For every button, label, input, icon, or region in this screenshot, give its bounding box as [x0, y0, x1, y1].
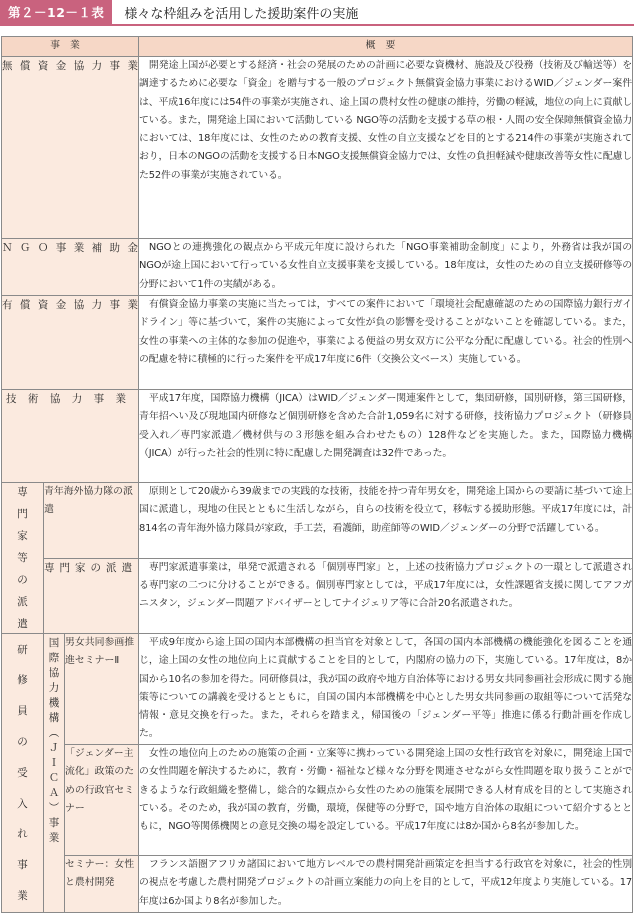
agency-label-jica: 国 際 協 力 機 構 ︵ Ｊ Ｉ Ｃ Ａ ︶ 事 業	[48, 637, 60, 844]
description-cell: 原則として20歳から39歳までの実践的な技術，技能を持つ青年男女を，開発途上国からの要請に基づいて途上国に派遣し，現地の住民とともに生活しながら，自らの技術を役立て，移転する援助形態。平成17年度には，計814名の青年海外協力隊員が家政，手工芸，看護師，助産師等のWID／ジェンダーの分野で活躍している。	[139, 483, 633, 559]
table-row	[2, 856, 633, 913]
category-label: 有 償 資 金 協 力 事 業	[2, 299, 138, 311]
description-cell: フランス語圏アフリカ諸国において地方レベルでの農村開発計画策定を担当する行政官を対象に，社会的性別の視点を考慮した農村開発プロジェクトの計画立案能力の向上を目的として，平成12年度より実施している。17年度は6か国より8名が参加した。	[139, 856, 633, 913]
category-cell	[2, 390, 139, 483]
assistance-projects-table	[1, 36, 633, 913]
group-label-trainee-acceptance: 研 修 員 の 受 入 れ 事 業	[17, 643, 28, 903]
description-cell: 平成9年度から途上国の国内本部機構の担当官を対象として，各国の国内本部機構の機能強化を図ることを通じ，途上国の女性の地位向上に貢献することを目的として，内閣府の協力の下，実施している。17年度は，8か国から10名の参加を得た。同研修員は，我が国の政府や地方自治体等における男女共同参画社会形成に関する施策等についての講義を受けるとともに，自国の国内本部機構を中心とした男女共同参画の取組等について活発な情報・意見交換を行った。また，それらを踏まえ，帰国後の「ジェンダー平等」推進に係る行動計画を作成した。	[139, 634, 633, 745]
category-cell	[44, 558, 139, 634]
description-cell: 有償資金協力事業の実施に当たっては，すべての案件において「環境社会配慮確認のための国際協力銀行ガイドライン」等に基づいて，案件の実施によって女性が負の影響を受けることがないことを確認している。また，女性の事業への主体的な参加の促進や，事業による便益の男女双方に公平な分配に配慮している。社会的性別への配慮を特に積極的に行った案件を平成17年度に6件（交換公文ベース）実施している。	[139, 296, 633, 390]
table-row	[2, 634, 633, 745]
header-summary: 概要	[139, 37, 633, 57]
table-row	[2, 745, 633, 856]
description-cell: 平成17年度，国際協力機構（JICA）はWID／ジェンダー関連案件として，集団研修，国別研修，第三国研修，青年招へい及び現地国内研修など個別研修を含めた合計1,059名に対する研修，技術協力プロジェクト（研修員受入れ／専門家派遣／機材供与の３形態を組み合わせたもの）128件などを実施した。また，国際協力機構（JICA）が行った社会的性別に特に配慮した開発調査は32件であった。	[139, 390, 633, 483]
category-cell: セミナー：女性と農村開発	[65, 856, 139, 913]
category-cell	[2, 296, 139, 390]
header-project: 事業	[2, 37, 139, 57]
table-row	[2, 57, 633, 239]
group-label-expert-dispatch: 専 門 家 等 の 派 遣	[17, 486, 28, 630]
description-cell: 専門家派遣事業は，単発で派遣される「個別専門家」と，上述の技術協力プロジェクトの一環として派遣される専門家の二つに分けることができる。個別専門家としては，平成17年度には，女性課題省支援に関してアフガニスタン，ジェンダー問題アドバイザーとしてナイジェリア等に合計20名派遣された。	[139, 558, 633, 634]
category-cell: 「ジェンダー主流化」政策のための行政官セミナー	[65, 745, 139, 856]
group-cell-trainee-acceptance	[2, 634, 44, 913]
agency-cell-jica	[44, 634, 65, 913]
table-title: 様々な枠組みを活用した援助案件の実施	[124, 6, 359, 22]
table-row	[2, 239, 633, 296]
category-cell	[2, 239, 139, 296]
description-cell: 開発途上国が必要とする経済・社会の発展のための計画に必要な資機材、施設及び役務（技術及び輸送等）を調達するために必要な「資金」を贈与する一般のプロジェクト無償資金協力事業におけるWID／ジェンダー案件は、平成16年度には54件の事業が実施され、途上国の農村女性の健康の維持，労働の軽減，地位の向上に貢献している。また，開発途上国において活動している NGO等の活動を支援する草の根・人間の安全保障無償資金協力においては、18年度には、女性のための教育支援、女性の自立支援などを目的とする214件の事業が実施されており，日本のNGOの活動を支援する日本NGO支援無償資金協力では、女性の負担軽減や健康改善等女性に配慮した52件の事業が実施されている。	[139, 57, 633, 239]
description-cell: 女性の地位向上のための施策の企画・立案等に携わっている開発途上国の女性行政官を対象に，開発途上国での女性問題を解決するために，教育・労働・福祉など様々な分野を関連させながら女性問題を取り扱うことができるような行政組織を整備し，総合的な観点から女性のための施策を展開できる人材育成を目的として実施されている。そのため，我が国の教育，労働，環境，保健等の分野で，国や地方自治体の取組について紹介するとともに，NGO等関係機関との意見交換の場を設定している。平成17年度には8か国から8名が参加した。	[139, 745, 633, 856]
category-label: 専 門 家 の 派 遣	[44, 561, 132, 574]
table-row	[2, 558, 633, 634]
table-row	[2, 483, 633, 559]
category-label: Ｎ Ｇ Ｏ 事 業 補 助 金	[2, 242, 138, 254]
category-cell	[2, 57, 139, 239]
category-label: 無 償 資 金 協 力 事 業	[2, 60, 138, 72]
table-row	[2, 390, 633, 483]
category-cell: 男女共同参画推進セミナーⅡ	[65, 634, 139, 745]
description-cell: NGOとの連携強化の観点から平成元年度に設けられた「NGO事業補助金制度」により，外務省は我が国のNGOが途上国において行っている女性自立支援事業を支援している。18年度は，女性のための自立支援研修等の分野において1件の実績がある。	[139, 239, 633, 296]
category-cell: 青年海外協力隊の派遣	[44, 483, 139, 559]
table-number-label: 第２－12－１表	[0, 0, 112, 24]
table-title-bar	[0, 0, 634, 26]
category-label: 技 術 協 力 事 業	[6, 393, 127, 405]
header-row	[2, 37, 633, 57]
table-row	[2, 296, 633, 390]
group-cell-expert-dispatch	[2, 483, 44, 634]
